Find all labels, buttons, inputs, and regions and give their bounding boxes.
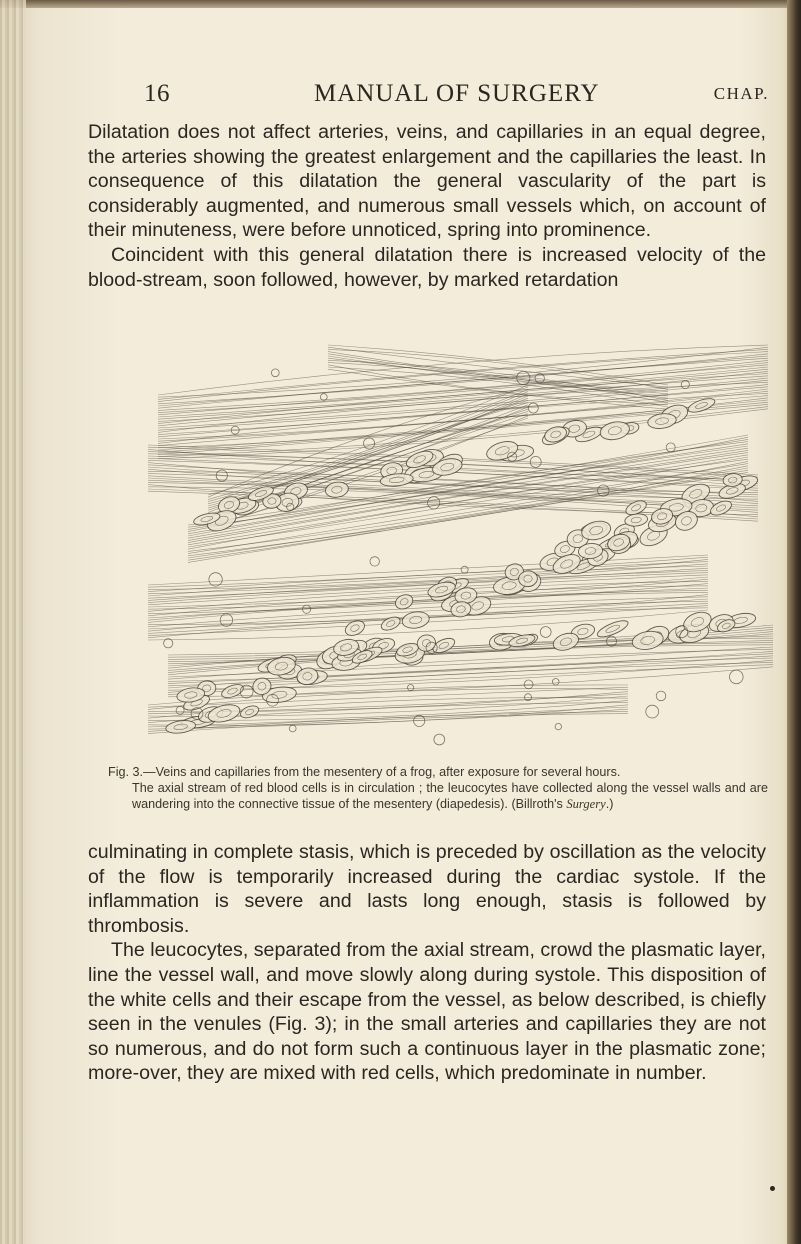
fibre-hatch-line	[158, 356, 768, 406]
leucocyte	[540, 627, 551, 638]
figure-caption	[108, 764, 768, 812]
top-text-block	[88, 120, 766, 292]
leucocyte	[555, 723, 561, 729]
running-header	[144, 80, 769, 116]
paragraph: Dilatation does not affect arteries, veins, and capillaries in an equal degree, the arteries showing the greatest enlargement and the capillaries the least. In consequence of this dilatation the general vascularity of the part is considerably augmented, and numerous small vessels which, on account of their minuteness, were before unnoticed, spring into prominence.	[88, 121, 766, 242]
figure-description: The axial stream of red blood cells is in circulation ; the leucocytes have collected along the vessel walls and are wandering into the connective tissue of the mesentery (diapedesis).	[132, 781, 768, 811]
page-number: 16	[144, 80, 170, 107]
fibre-hatch-line	[328, 352, 668, 392]
page-top-edge	[0, 0, 801, 8]
fibre-hatch-line	[208, 389, 528, 499]
leucocyte	[666, 443, 675, 452]
paragraph: Coincident with this general dilatation there is increased velocity of the blood-stream, soon followed, however, by marked retardation	[88, 243, 766, 291]
ink-speck	[770, 1186, 775, 1191]
leucocyte	[271, 369, 279, 377]
page-right-shadow	[787, 0, 801, 1244]
figure-source-title: Surgery	[566, 797, 606, 811]
leucocyte	[289, 725, 296, 732]
figure-label: Fig. 3.	[108, 765, 143, 779]
figure-engraving	[148, 325, 773, 765]
blood-cell	[165, 719, 196, 735]
figure-title: —Veins and capillaries from the mesentery of a frog, after exposure for several hours.	[143, 765, 621, 779]
chapter-marker: CHAP.	[713, 84, 769, 103]
paragraph: culminating in complete stasis, which is preceded by oscillation as the velocity of the flow is temporarily increased during the cardiac systole. If the inflammation is severe and lasts long enough, stasis is followed by thrombosis.	[88, 841, 766, 937]
blood-cell	[239, 704, 260, 720]
leucocyte	[552, 679, 559, 686]
vessel-engraving-illustration	[148, 325, 773, 765]
blood-cell	[401, 610, 430, 630]
leucocyte	[370, 557, 379, 566]
blood-cell	[379, 614, 402, 632]
leucocyte	[730, 670, 744, 684]
leucocyte	[461, 566, 468, 573]
paragraph: The leucocytes, separated from the axial stream, crowd the plasmatic layer, line the vessel wall, and move slowly along during systole. This disposition of the white cells and their escape from the vessel, as below described, is chiefly seen in the venules (Fig. 3); in the small arteries and capillaries they are not so numerous, and do not form such a continuous layer in the plasmatic zone; more-over, they are mixed with red cells, which predominate in number.	[88, 939, 766, 1085]
fibre-hatch-line	[208, 385, 528, 495]
leucocyte	[320, 394, 327, 401]
book-binding-edge	[0, 0, 26, 1244]
leucocyte	[434, 734, 445, 745]
leucocyte	[209, 573, 222, 586]
figure-source-suffix: .)	[605, 797, 614, 811]
leucocyte	[528, 403, 538, 413]
fibre-hatch-line	[328, 360, 668, 400]
leucocyte	[656, 691, 666, 701]
figure-source-prefix: (Billroth's	[511, 797, 567, 811]
blood-cell	[624, 513, 648, 528]
leucocyte	[408, 685, 414, 691]
running-title: MANUAL OF SURGERY	[314, 80, 600, 107]
fibre-hatch-line	[148, 687, 628, 707]
leucocyte	[646, 705, 659, 718]
bottom-text-block	[88, 840, 766, 1086]
